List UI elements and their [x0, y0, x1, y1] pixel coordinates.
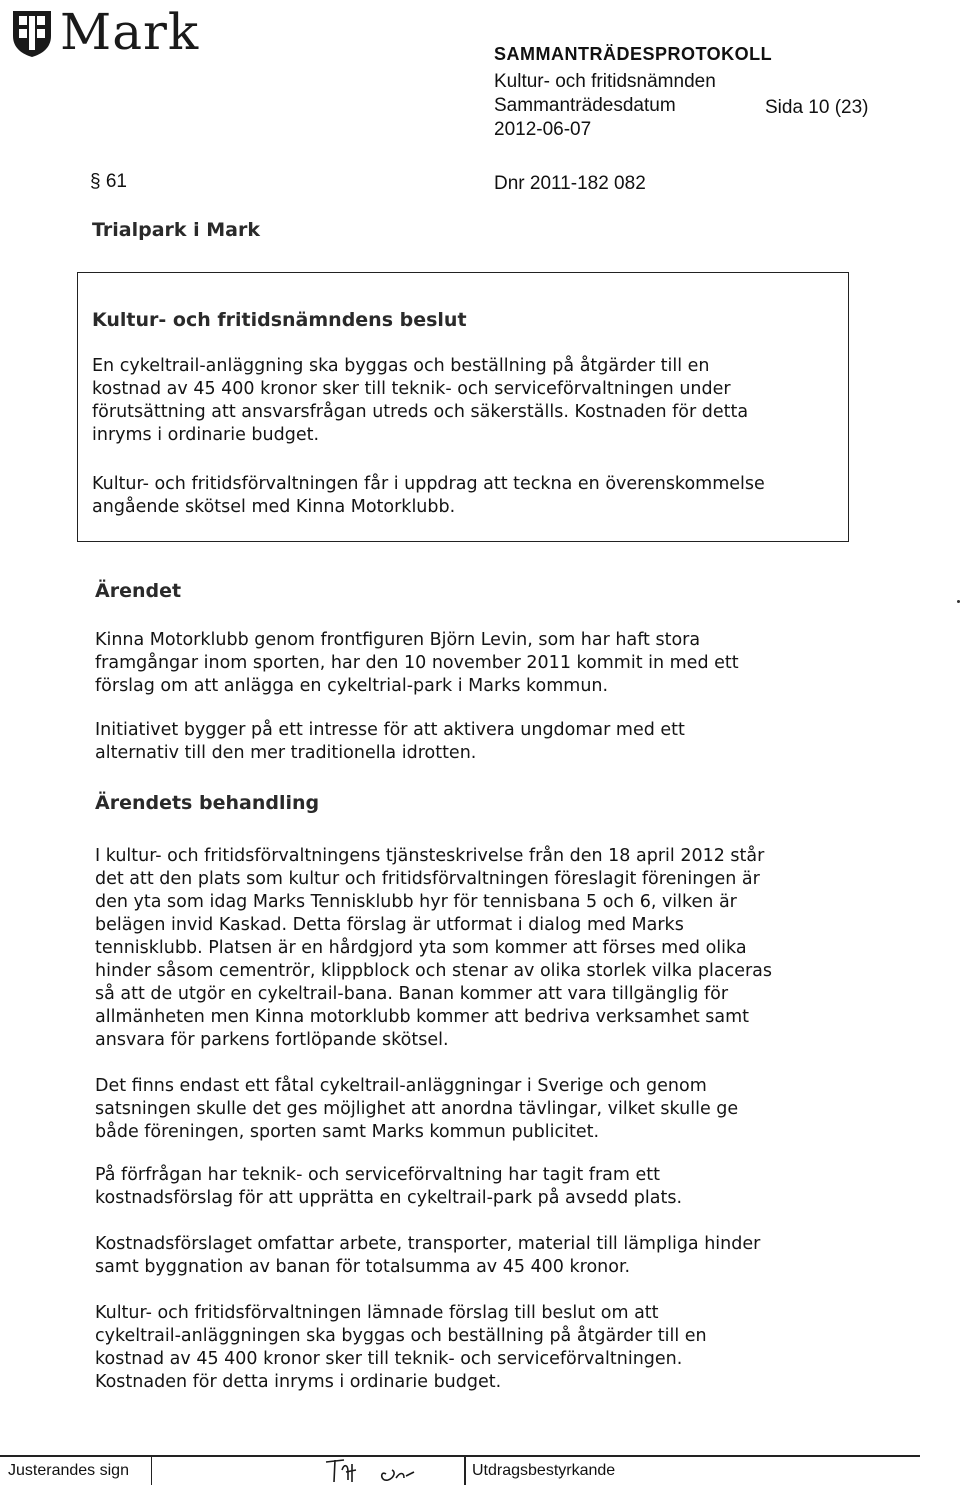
body-paragraph: Initiativet bygger på ett intresse för att aktivera ungdomar med ett alternativ till den mer traditionella idrotten. — [95, 720, 685, 763]
handwritten-initials — [322, 1448, 442, 1488]
meeting-date-label: Sammanträdesdatum — [494, 95, 676, 116]
logo-wordmark: Mark — [60, 3, 200, 61]
body-paragraph: I kultur- och fritidsförvaltningens tjänsteskrivelse från den 18 april 2012 står det att den plats som kultur och fritidsförvaltningen föreslagit föreningen är den yta som idag Marks Tennisklubb hyr för tennisbana 5 och 6, vilken är belägen invid Kaskad. Detta förslag är utformat i dialog med Marks tennisklubb. Platsen är en hårdgjord yta som kommer att förses med olika hinder såsom cementrör, klippblock och stenar av olika storlek vilka placeras så att de utgör en cykeltrail-bana. Banan kommer att vara tillgänglig för allmänheten men Kinna motorklubb kommer att bedriva verksamhet samt ansvara för parkens fortlöpande skötsel. — [95, 846, 773, 1050]
footer-divider — [464, 1455, 466, 1485]
body-paragraph: Det finns endast ett fåtal cykeltrail-anläggningar i Sverige och genom satsningen skulle det ges möjlighet att anordna tävlingar, vilket skulle ge både föreningen, sporten samt Marks kommun publicitet. — [95, 1076, 739, 1142]
case-title: Trialpark i Mark — [92, 219, 260, 241]
meeting-date: 2012-06-07 — [494, 119, 592, 140]
decision-heading: Kultur- och fritidsnämndens beslut — [92, 309, 467, 331]
body-paragraph: Kultur- och fritidsförvaltningen lämnade förslag till beslut om att cykeltrail-anläggningen ska byggas och beställning på åtgärder till en kostnad av 45 400 kronor sker till teknik- och serviceförvaltningen. Kostnaden för detta inryms i ordinarie budget. — [95, 1303, 707, 1392]
municipality-logo — [10, 3, 242, 61]
coat-of-arms-icon — [10, 8, 54, 58]
document-type-title: SAMMANTRÄDESPROTOKOLL — [494, 44, 773, 64]
section-heading-behandling: Ärendets behandling — [95, 792, 320, 814]
diary-number: Dnr 2011-182 082 — [494, 173, 646, 194]
body-paragraph: Kinna Motorklubb genom frontfiguren Björn Levin, som har haft stora framgångar inom sporten, har den 10 november 2011 kommit in med ett förslag om att anlägga en cykeltrial-park i Marks kommun. — [95, 630, 739, 696]
body-paragraph: På förfrågan har teknik- och serviceförvaltning har tagit fram ett kostnadsförslag för att upprätta en cykeltrail-park på avsedd plats. — [95, 1165, 683, 1208]
decision-paragraph: En cykeltrail-anläggning ska byggas och beställning på åtgärder till en kostnad av 45 400 kronor sker till teknik- och serviceförvaltningen under förutsättning att ansvarsfrågan utreds och säkerställs. Kostnaden för detta inryms i ordinarie budget. — [92, 356, 749, 445]
committee-name: Kultur- och fritidsnämnden — [494, 71, 716, 92]
utdragsbestyrkande-label: Utdragsbestyrkande — [472, 1462, 616, 1479]
section-heading-arendet: Ärendet — [95, 580, 182, 602]
body-paragraph: Kostnadsförslaget omfattar arbete, transporter, material till lämpliga hinder samt byggnation av banan för totalsumma av 45 400 kronor. — [95, 1234, 761, 1277]
paragraph-number: § 61 — [90, 171, 127, 192]
justerandes-sign-label: Justerandes sign — [8, 1462, 129, 1479]
page-number: Sida 10 (23) — [765, 97, 869, 118]
decision-paragraph: Kultur- och fritidsförvaltningen får i uppdrag att teckna en överenskommelse angående skötsel med Kinna Motorklubb. — [92, 474, 765, 517]
